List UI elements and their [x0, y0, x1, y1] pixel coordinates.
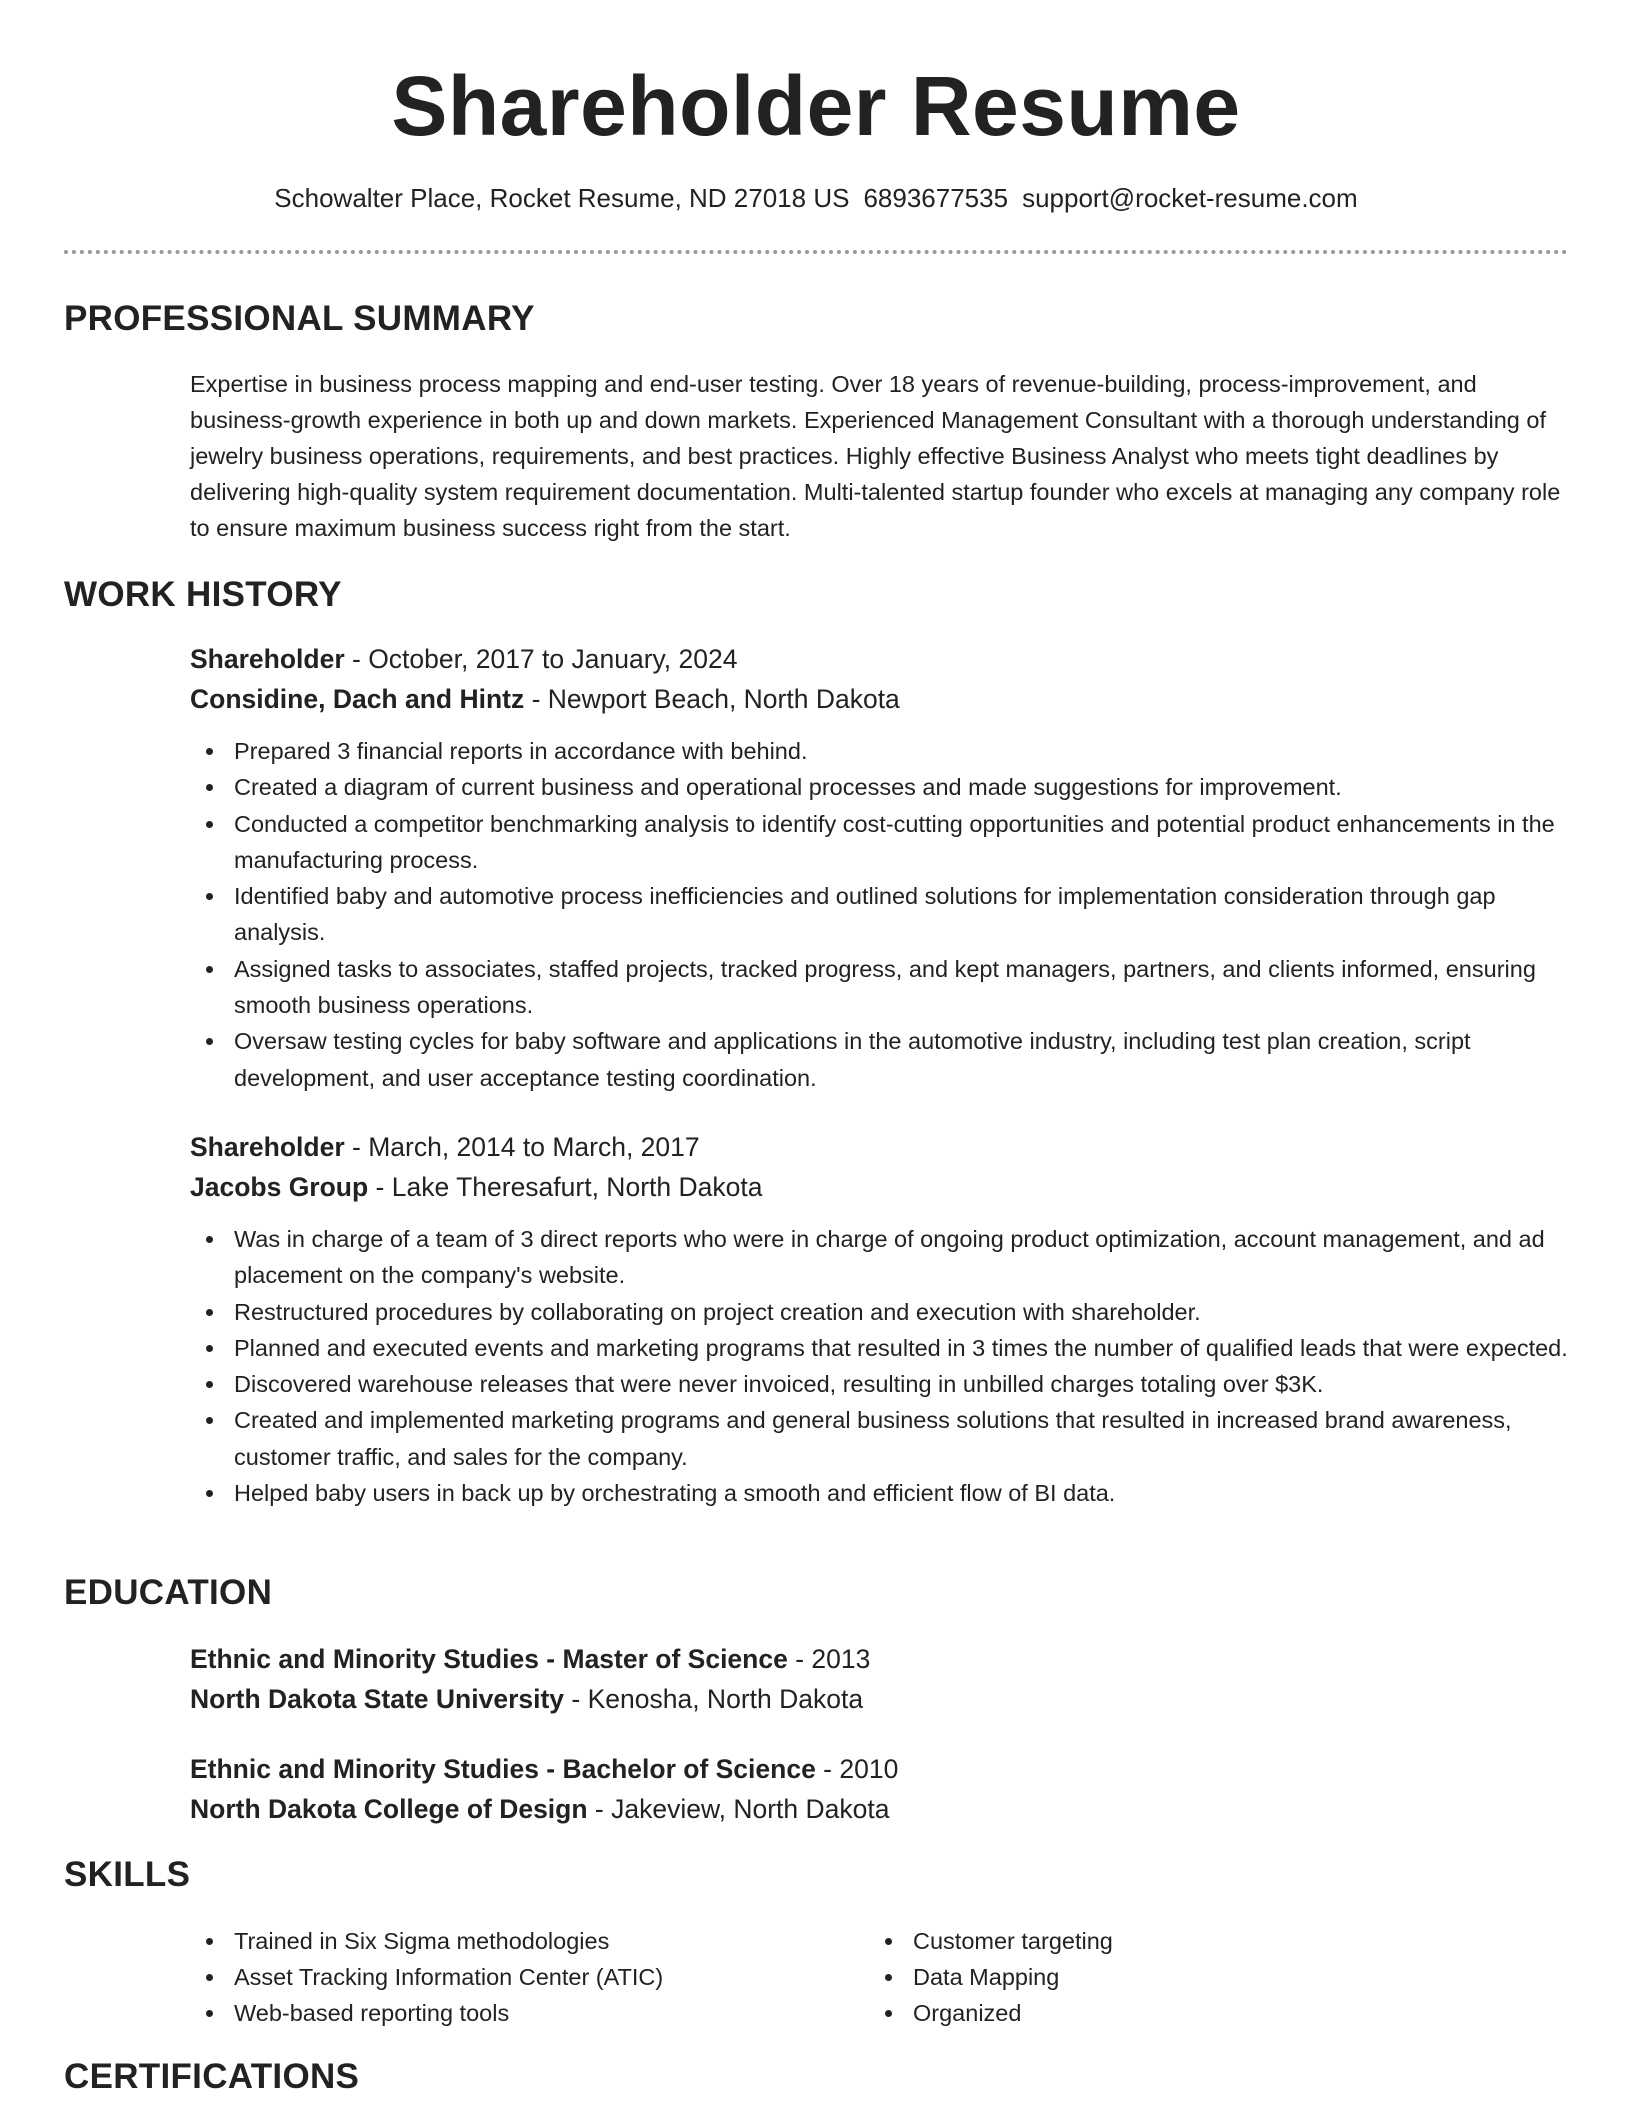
list-item: Prepared 3 financial reports in accordance with behind.	[190, 733, 1570, 769]
job-company-line	[190, 681, 900, 717]
school-name: North Dakota State University	[190, 1684, 565, 1714]
school-name: North Dakota College of Design	[190, 1794, 588, 1824]
degree-line	[190, 1751, 898, 1787]
list-item: Discovered warehouse releases that were never invoiced, resulting in unbilled charges totaling over $3K.	[190, 1366, 1570, 1402]
list-item: Helped baby users in back up by orchestrating a smooth and efficient flow of BI data.	[190, 1475, 1570, 1511]
list-item: Data Mapping	[869, 1959, 1509, 1995]
list-item: Customer targeting	[869, 1923, 1509, 1959]
list-item: Conducted a competitor benchmarking analysis to identify cost-cutting opportunities and potential product enhancements in the manufacturing process.	[190, 806, 1570, 879]
job-bullets	[190, 1221, 1570, 1511]
degree-line	[190, 1641, 870, 1677]
school-location: - Kenosha, North Dakota	[564, 1684, 864, 1714]
school-line	[190, 1791, 889, 1827]
school-location: - Jakeview, North Dakota	[587, 1794, 890, 1824]
contact-line	[0, 180, 1632, 216]
list-item: Created a diagram of current business and operational processes and made suggestions for improvement.	[190, 769, 1570, 805]
list-item: Asset Tracking Information Center (ATIC)	[190, 1959, 830, 1995]
job-title: Shareholder	[190, 644, 345, 674]
skills-list-right	[869, 1923, 1509, 2031]
skills-heading: SKILLS	[64, 1855, 191, 1894]
education-heading: EDUCATION	[64, 1573, 273, 1612]
list-item: Assigned tasks to associates, staffed projects, tracked progress, and kept managers, partners, and clients informed, ensuring smooth business operations.	[190, 951, 1570, 1024]
list-item: Oversaw testing cycles for baby software and applications in the automotive industry, including test plan creation, script development, and user acceptance testing coordination.	[190, 1023, 1570, 1096]
summary-heading: PROFESSIONAL SUMMARY	[64, 299, 535, 338]
degree-name: Ethnic and Minority Studies - Master of Science	[190, 1644, 788, 1674]
company-name: Considine, Dach and Hintz	[190, 684, 525, 714]
degree-year: - 2010	[815, 1754, 899, 1784]
degree-year: - 2013	[787, 1644, 871, 1674]
work-history-heading: WORK HISTORY	[64, 575, 342, 614]
list-item: Trained in Six Sigma methodologies	[190, 1923, 830, 1959]
page-title: Shareholder Resume	[391, 59, 1241, 153]
list-item: Planned and executed events and marketing programs that resulted in 3 times the number of qualified leads that were expected.	[190, 1330, 1570, 1366]
address-text: Schowalter Place, Rocket Resume, ND 27018 US	[274, 183, 850, 213]
list-item: Web-based reporting tools	[190, 1995, 830, 2031]
certifications-heading: CERTIFICATIONS	[64, 2057, 360, 2096]
list-item: Restructured procedures by collaborating on project creation and execution with shareholder.	[190, 1294, 1570, 1330]
skills-list-left	[190, 1923, 830, 2031]
job-company-line	[190, 1169, 762, 1205]
job-dates: - March, 2014 to March, 2017	[344, 1132, 700, 1162]
summary-text: Expertise in business process mapping and end-user testing. Over 18 years of revenue-building, process-improvement, and business-growth experience in both up and down markets. Experienced Management Consultant with a thorough understanding of jewelry business operations, requirements, and best practices. Highly effective Business Analyst who meets tight deadlines by delivering high-quality system requirement documentation. Multi-talented startup founder who excels at managing any company role to ensure maximum business success right from the start.	[190, 371, 1561, 541]
job-dates: - October, 2017 to January, 2024	[344, 644, 738, 674]
company-name: Jacobs Group	[190, 1172, 369, 1202]
job-title-line	[190, 1129, 700, 1165]
list-item: Was in charge of a team of 3 direct reports who were in charge of ongoing product optimization, account management, and ad placement on the company's website.	[190, 1221, 1570, 1294]
company-location: - Lake Theresafurt, North Dakota	[368, 1172, 763, 1202]
phone-text: 6893677535	[863, 183, 1009, 213]
company-location: - Newport Beach, North Dakota	[524, 684, 900, 714]
job-title: Shareholder	[190, 1132, 345, 1162]
list-item: Identified baby and automotive process inefficiencies and outlined solutions for implementation consideration through gap analysis.	[190, 878, 1570, 951]
school-line	[190, 1681, 863, 1717]
job-title-line	[190, 641, 737, 677]
email-text: support@rocket-resume.com	[1022, 183, 1358, 213]
degree-name: Ethnic and Minority Studies - Bachelor of Science	[190, 1754, 816, 1784]
header-divider	[64, 250, 1568, 254]
list-item: Organized	[869, 1995, 1509, 2031]
list-item: Created and implemented marketing programs and general business solutions that resulted in increased brand awareness, customer traffic, and sales for the company.	[190, 1402, 1570, 1475]
job-bullets	[190, 733, 1570, 1096]
